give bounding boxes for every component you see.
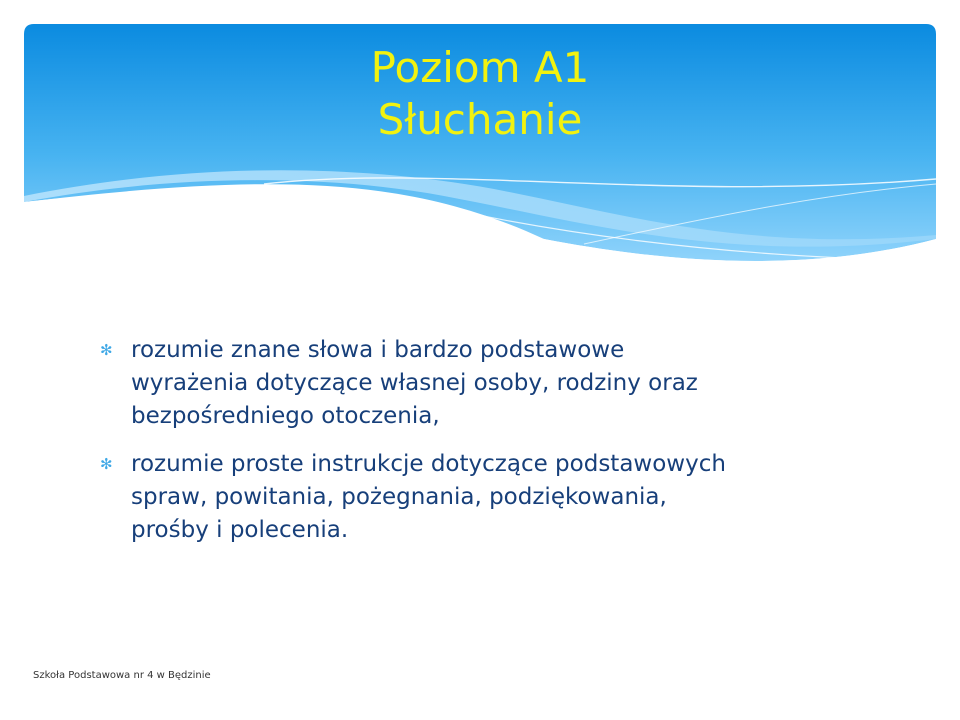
- bullet-item: [100, 334, 880, 433]
- footer-school-name: Szkoła Podstawowa nr 4 w Będzinie: [33, 670, 211, 681]
- slide-title: [24, 42, 936, 146]
- asterisk-bullet-icon: ✻: [100, 455, 113, 473]
- bullet-item: [100, 448, 880, 547]
- title-skill: Słuchanie: [377, 95, 583, 144]
- bullet-text: rozumie proste instrukcje dotyczące podstawowych spraw, powitania, pożegnania, podziękowania, prośby i polecenia.: [131, 451, 726, 543]
- bullet-list: [100, 334, 880, 562]
- title-level: Poziom A1: [370, 43, 590, 92]
- asterisk-bullet-icon: ✻: [100, 341, 113, 359]
- bullet-text: rozumie znane słowa i bardzo podstawowe wyrażenia dotyczące własnej osoby, rodziny oraz bezpośredniego otoczenia,: [131, 337, 698, 429]
